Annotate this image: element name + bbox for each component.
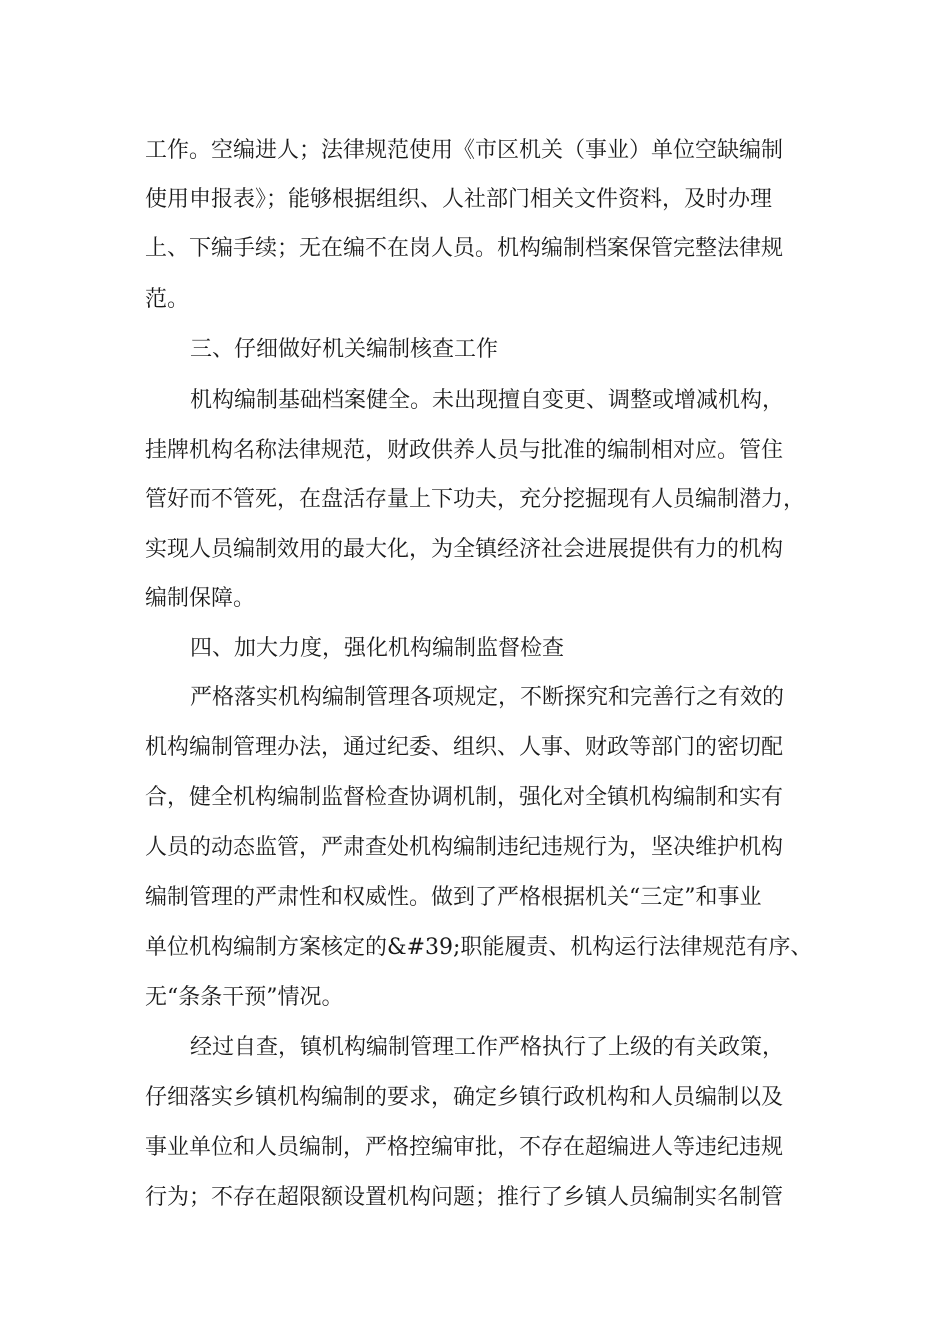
text-line: 实现人员编制效用的最大化，为全镇经济社会进展提供有力的机构 [145,537,784,562]
text-line: 管好而不管死，在盘活存量上下功夫，充分挖掘现有人员编制潜力， [145,487,806,512]
text-line: 单位机构编制方案核定的&#39;职能履责、机构运行法律规范有序、 [145,935,813,960]
text-line: 使用申报表》；能够根据组织、人社部门相关文件资料，及时办理 [145,187,773,212]
text-line: 编制保障。 [145,586,256,611]
text-line: 编制管理的严肃性和权威性。做到了严格根据机关“三定”和事业 [145,885,762,910]
text-line: 上、下编手续；无在编不在岗人员。机构编制档案保管完整法律规 [145,236,784,261]
text-line: 无“条条干预”情况。 [145,985,344,1010]
text-line: 行为；不存在超限额设置机构问题；推行了乡镇人员编制实名制管 [145,1185,784,1210]
text-line: 合，健全机构编制监督检查协调机制，强化对全镇机构编制和实有 [145,785,784,810]
text-line: 严格落实机构编制管理各项规定，不断探究和完善行之有效的 [190,685,785,710]
text-line: 工作。空编进人；法律规范使用《市区机关（事业）单位空缺编制 [145,138,784,163]
text-line: 事业单位和人员编制，严格控编审批，不存在超编进人等违纪违规 [145,1135,784,1160]
text-line: 人员的动态监管，严肃查处机构编制违纪违规行为，坚决维护机构 [145,835,784,860]
section-heading: 三、仔细做好机关编制核查工作 [190,337,499,362]
text-line: 经过自查，镇机构编制管理工作严格执行了上级的有关政策， [190,1035,785,1060]
text-line: 仔细落实乡镇机构编制的要求，确定乡镇行政机构和人员编制以及 [145,1085,784,1110]
text-line: 机构编制管理办法，通过纪委、组织、人事、财政等部门的密切配 [145,735,784,760]
section-heading: 四、加大力度，强化机构编制监督检查 [190,636,565,661]
text-line: 范。 [145,287,190,312]
text-line: 机构编制基础档案健全。未出现擅自变更、调整或增减机构， [190,388,785,413]
text-line: 挂牌机构名称法律规范，财政供养人员与批准的编制相对应。管住 [145,438,784,463]
